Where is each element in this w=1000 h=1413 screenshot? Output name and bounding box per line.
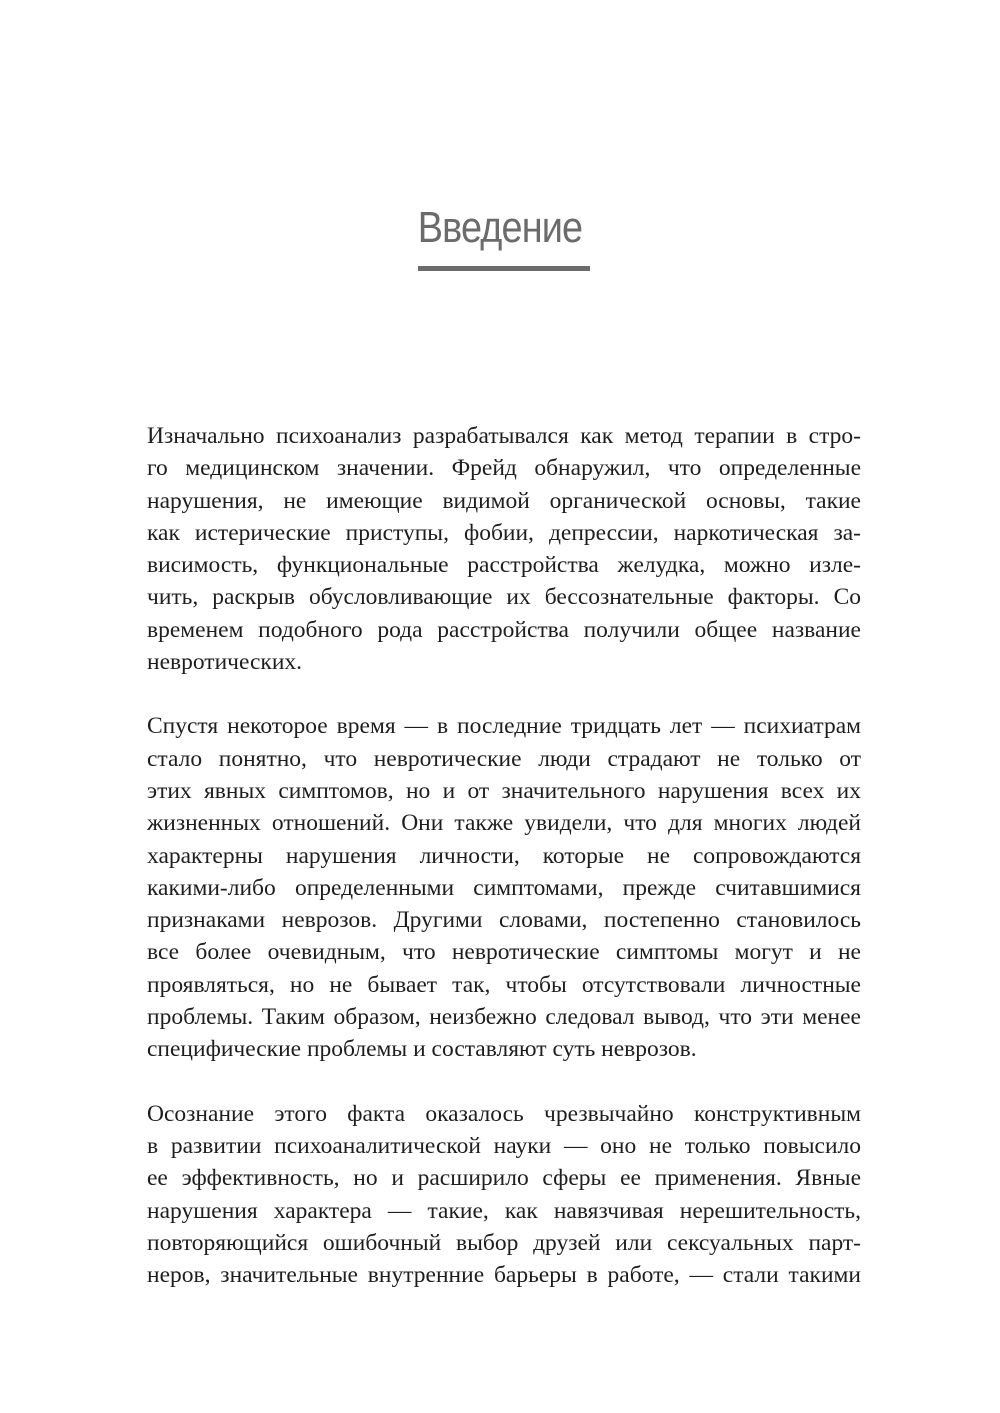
text-line: жизненных отношений. Они также увидели, что для многих людей [147,810,861,837]
paragraph-2 [147,710,861,1065]
text-line: в развитии психоаналитической науки — оно не только повысило [147,1132,861,1159]
text-line: нарушения характера — такие, как навязчивая нерешительность, [147,1197,861,1224]
paragraph-1 [147,420,861,678]
text-line: как истерические приступы, фобии, депрессии, наркотическая за- [147,519,861,546]
chapter-title: Введение [417,203,583,252]
text-line: какими-либо определенными симптомами, прежде считавшимися [147,874,861,901]
text-line: неров, значительные внутренние барьеры в работе, — стали такими [147,1262,861,1289]
text-line: Спустя некоторое время — в последние тридцать лет — психиатрам [147,713,861,740]
text-line: висимость, функциональные расстройства желудка, можно изле- [147,552,861,579]
text-line: стало понятно, что невротические люди страдают не только от [147,745,861,772]
text-line: повторяющийся ошибочный выбор друзей или сексуальных парт- [147,1229,861,1256]
text-line: Изначально психоанализ разрабатывался как метод терапии в стро- [147,423,861,449]
chapter-body [147,420,861,1323]
text-line: специфические проблемы и составляют суть неврозов. [147,1036,697,1063]
paragraph-3 [147,1098,861,1292]
title-underline [418,266,590,271]
text-line: проявляться, но не бывает так, чтобы отсутствовали личностные [147,971,861,998]
text-line: ее эффективность, но и расширило сферы ее применения. Явные [147,1165,861,1192]
text-line: нарушения, не имеющие видимой органической основы, такие [147,487,861,514]
text-line: временем подобного рода расстройства получили общее название [147,616,861,643]
text-line: проблемы. Таким образом, неизбежно следовал вывод, что эти менее [147,1004,861,1031]
text-line: этих явных симптомов, но и от значительного нарушения всех их [147,777,861,804]
text-line: невротических. [147,649,303,676]
text-line: Осознание этого факта оказалось чрезвычайно конструктивным [147,1100,861,1127]
text-line: го медицинском значении. Фрейд обнаружил, что определенные [147,455,861,482]
text-line: признаками неврозов. Другими словами, постепенно становилось [147,907,861,934]
text-line: все более очевидным, что невротические симптомы могут и не [147,939,861,966]
text-line: характерны нарушения личности, которые не сопровождаются [147,842,861,869]
text-line: чить, раскрыв обусловливающие их бессознательные факторы. Со [147,584,861,611]
